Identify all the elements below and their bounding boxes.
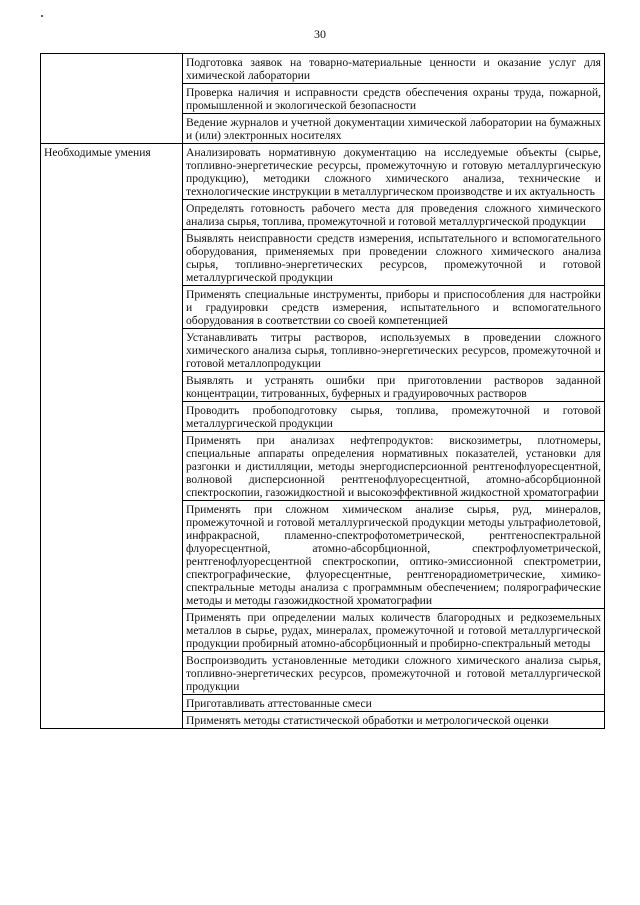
requirement-item: Выявлять и устранять ошибки при приготовлении растворов заданной концентрации, титрованных, буферных и градуировочных растворов xyxy=(183,372,605,402)
requirement-item: Применять специальные инструменты, приборы и приспособления для настройки и градуировки средств измерения, испытательного и вспомогательного оборудования в соответствии со своей компетенцией xyxy=(183,286,605,329)
requirement-item: Определять готовность рабочего места для проведения сложного химического анализа сырья, топлива, промежуточной и готовой металлургической продукции xyxy=(183,200,605,230)
section-label xyxy=(41,54,183,144)
requirement-item: Анализировать нормативную документацию на исследуемые объекты (сырье, топливно-энергетические ресурсы, промежуточную и готовую металлургическую продукцию), методики сложного химического анализа, технические и технологические инструкции в металлургическом производстве и их актуальность xyxy=(183,144,605,200)
requirement-item: Применять при анализах нефтепродуктов: вискозиметры, плотномеры, специальные аппараты определения нормативных показателей, установки для разгонки и дистилляции, методы энергодисперсионной рентгенофлуоресцентной, волновой дисперсионной рентгенофлуоресцентной, атомно-абсорбционной спектроскопии, газожидкостной и высокоэффективной жидкостной хроматографии xyxy=(183,432,605,501)
requirement-item: Выявлять неисправности средств измерения, испытательного и вспомогательного оборудования, применяемых при проведении сложного химического анализа сырья, топливно-энергетических ресурсов, промежуточной и готовой металлургической продукции xyxy=(183,230,605,286)
requirement-item: Применять при сложном химическом анализе сырья, руд, минералов, промежуточной и готовой металлургической продукции методы ультрафиолетовой, инфракрасной, пламенно-спектрофотометрической, рентгеноспектральной флуоресцентной, атомно-абсорбционной, спектрофлуометрической, рентгенофлуоресцентной спектроскопии, оптико-эмиссионной спектрометрии, спектрографические, флуоресцентные, рентгенорадиометрические, химико-спектральные методы анализа с программным обеспечением; полярографические методы и методы газожидкостной хроматографии xyxy=(183,501,605,609)
requirement-item: Приготавливать аттестованные смеси xyxy=(183,695,605,712)
table-row xyxy=(41,54,605,84)
requirement-item: Применять методы статистической обработки и метрологической оценки xyxy=(183,712,605,729)
requirement-item: Устанавливать титры растворов, используемых в проведении сложного химического анализа сырья, топливно-энергетических ресурсов, промежуточной и готовой металлопродукции xyxy=(183,329,605,372)
requirements-table-body xyxy=(41,54,605,729)
page-number: 30 xyxy=(314,27,326,41)
section-label: Необходимые умения xyxy=(41,144,183,729)
table-row xyxy=(41,144,605,200)
requirement-item: Проводить пробоподготовку сырья, топлива, промежуточной и готовой металлургической продукции xyxy=(183,402,605,432)
requirement-item: Подготовка заявок на товарно-материальные ценности и оказание услуг для химической лаборатории xyxy=(183,54,605,84)
requirement-item: Применять при определении малых количеств благородных и редкоземельных металлов в сырье, рудах, минералах, промежуточной и готовой металлургической продукции пробирный атомно-абсорбционный и пробирно-спектральный методы xyxy=(183,609,605,652)
requirement-item: Проверка наличия и исправности средств обеспечения охраны труда, пожарной, промышленной и экологической безопасности xyxy=(183,84,605,114)
scan-mark xyxy=(41,15,43,17)
requirement-item: Ведение журналов и учетной документации химической лаборатории на бумажных и (или) электронных носителях xyxy=(183,114,605,144)
requirement-item: Воспроизводить установленные методики сложного химического анализа сырья, топливно-энергетических ресурсов, промежуточной и готовой металлургической продукции xyxy=(183,652,605,695)
requirements-table xyxy=(40,53,605,729)
